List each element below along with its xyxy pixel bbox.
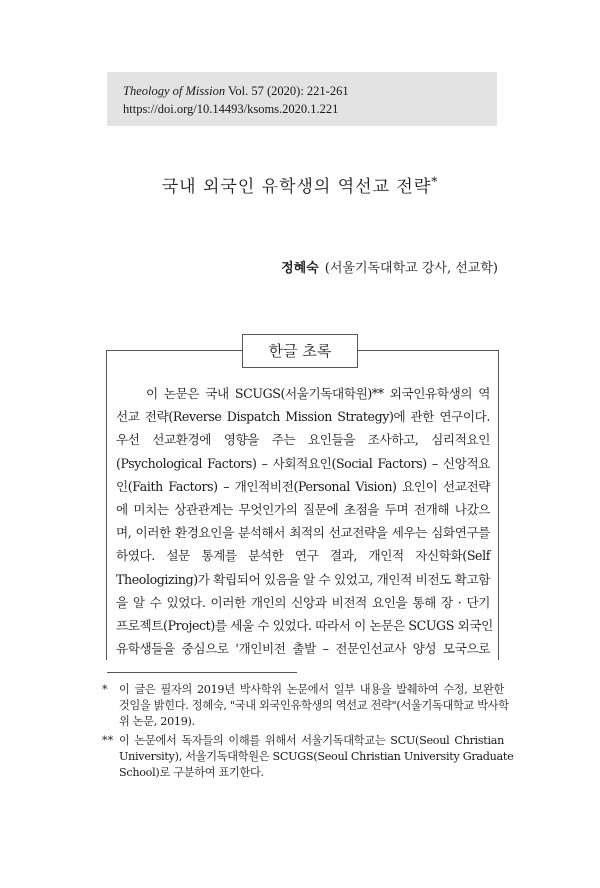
abstract-line: Theologizing)가 확립되어 있음을 알 수 있었고, 개인적 비전도 확고함 bbox=[116, 571, 490, 587]
footnote-line: 것임을 밝힌다. 정혜숙, "국내 외국인유학생의 역선교 전략"(서울기독대학교 박사학 bbox=[119, 699, 509, 713]
footnote-line: School)로 구분하여 표기한다. bbox=[119, 766, 264, 780]
footnote-line: 이 논문에서 독자들의 이해를 위해서 서울기독대학교는 SCU(Seoul Christian bbox=[119, 733, 504, 747]
journal-doi: https://doi.org/10.14493/ksoms.2020.1.221 bbox=[123, 102, 339, 116]
author-affiliation: (서울기독대학교 강사, 선교학) bbox=[324, 261, 498, 276]
footnote-line: 위 논문, 2019). bbox=[119, 715, 195, 729]
footnote-divider bbox=[107, 672, 297, 673]
footnote-line: University), 서울기독대학원은 SCUGS(Seoul Christian University Graduate bbox=[119, 749, 514, 763]
footnote-mark: * bbox=[102, 683, 108, 696]
abstract-line: 에 미치는 상관관계는 무엇인가의 질문에 초점을 두며 전개해 나갔으 bbox=[116, 501, 490, 517]
journal-citation-box bbox=[107, 72, 497, 126]
abstract-line: 인(Faith Factors) – 개인적비전(Personal Vision) 요인이 선교전략 bbox=[116, 478, 490, 494]
author-name: 정혜숙 bbox=[281, 261, 319, 276]
abstract-body bbox=[116, 382, 493, 660]
abstract-line: 하였다. 설문 통계를 분석한 연구 결과, 개인적 자신학화(Self bbox=[116, 548, 490, 564]
abstract-line: 프로젝트(Project)를 세울 수 있었다. 따라서 이 논문은 SCUGS 외국인 bbox=[116, 617, 493, 633]
title-footnote-mark: * bbox=[431, 174, 439, 189]
abstract-line: 선교 전략(Reverse Dispatch Mission Strategy)에 관한 연구이다. bbox=[116, 409, 490, 425]
abstract-line: (Psychological Factors) – 사회적요인(Social Factors) – 신앙적요 bbox=[116, 455, 490, 471]
footnote bbox=[102, 682, 509, 731]
journal-volume-pages: Vol. 57 (2020): 221-261 bbox=[228, 84, 349, 98]
footnote bbox=[102, 733, 514, 782]
abstract-line: 며, 이러한 환경요인을 분석해서 최적의 선교전략을 세우는 심화연구를 bbox=[116, 525, 490, 541]
abstract-line: 이 논문은 국내 SCUGS(서울기독대학원)** 외국인유학생의 역 bbox=[146, 386, 490, 401]
article-title bbox=[0, 172, 600, 197]
abstract-line: 우선 선교환경에 영향을 주는 요인들을 조사하고, 심리적요인 bbox=[116, 432, 490, 448]
abstract-line: 유학생들을 중심으로 '개인비전 출발 – 전문인선교사 양성 모국으로 bbox=[116, 641, 490, 657]
article-title-text: 국내 외국인 유학생의 역선교 전략 bbox=[161, 177, 432, 197]
abstract-line: 을 알 수 있었다. 이러한 개인의 신앙과 비전적 요인을 통해 장 · 단기 bbox=[116, 594, 490, 610]
journal-name: Theology of Mission bbox=[123, 84, 226, 98]
footnotes bbox=[102, 682, 514, 781]
footnote-line: 이 글은 필자의 2019년 박사학위 논문에서 일부 내용을 발췌하여 수정, 보완한 bbox=[119, 683, 504, 696]
journal-citation-line bbox=[123, 82, 497, 100]
footnote-mark: ** bbox=[102, 733, 114, 747]
abstract-heading: 한글 초록 bbox=[242, 334, 358, 368]
author-line bbox=[281, 257, 498, 276]
